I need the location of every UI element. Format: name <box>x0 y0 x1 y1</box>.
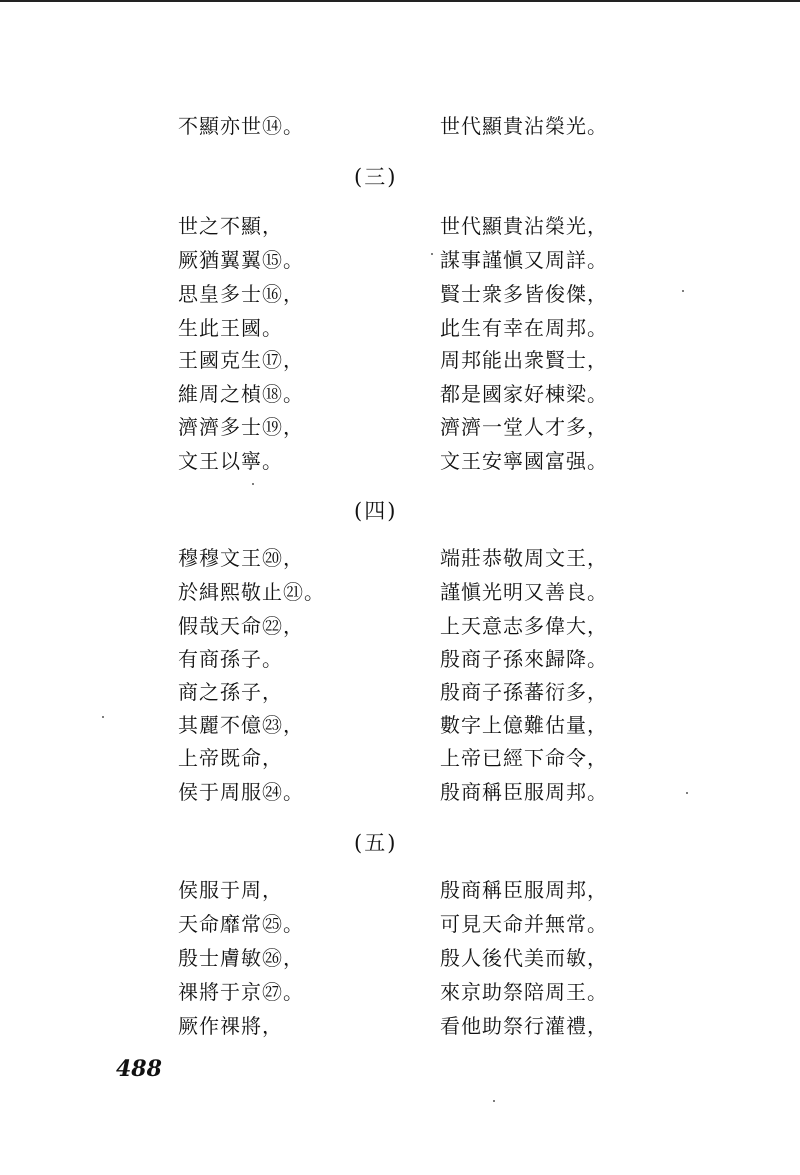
poem-line-original: 厥作祼將， <box>178 1014 283 1038</box>
poem-line-translation: 周邦能出衆賢士， <box>440 348 608 372</box>
poem-line-original: 濟濟多士⑲， <box>178 415 304 439</box>
poem-line-translation: 濟濟一堂人才多， <box>440 415 608 439</box>
poem-line-original: 厥猶翼翼⑮。 <box>178 248 304 272</box>
poem-line-translation: 賢士衆多皆俊傑， <box>440 282 608 306</box>
poem-line-translation: 都是國家好棟梁。 <box>440 382 608 406</box>
poem-line-translation: 端莊恭敬周文王， <box>440 546 608 570</box>
scan-speck <box>102 716 104 718</box>
poem-line-original: 其麗不億㉓， <box>178 713 304 737</box>
poem-line-translation: 世代顯貴沾榮光， <box>440 214 608 238</box>
poem-line-translation: 可見天命并無常。 <box>440 912 608 936</box>
poem-line-translation: 殷人後代美而敏， <box>440 946 608 970</box>
poem-line-original: 殷士膚敏㉖， <box>178 946 304 970</box>
poem-line-translation: 文王安寧國富强。 <box>440 449 608 473</box>
top-border <box>0 0 800 2</box>
section-heading-4: (四) <box>354 499 398 523</box>
scan-speck <box>493 1100 495 1102</box>
poem-line-original: 侯于周服㉔。 <box>178 780 304 804</box>
poem-line-translation: 殷商子孫蕃衍多， <box>440 680 608 704</box>
poem-line-original: 商之孫子， <box>178 680 283 704</box>
poem-line-translation: 謀事謹愼又周詳。 <box>440 248 608 272</box>
poem-line-original: 世之不顯， <box>178 214 283 238</box>
poem-line-original: 天命靡常㉕。 <box>178 912 304 936</box>
poem-line-original: 王國克生⑰， <box>178 348 304 372</box>
poem-line-translation: 數字上億難估量， <box>440 713 608 737</box>
poem-line-translation: 看他助祭行灌禮， <box>440 1014 608 1038</box>
scan-speck <box>431 253 433 255</box>
poem-line-original: 穆穆文王⑳， <box>178 546 304 570</box>
poem-line-original: 不顯亦世⑭。 <box>178 114 304 138</box>
poem-line-original: 文王以寧。 <box>178 449 283 473</box>
scan-speck <box>686 792 688 794</box>
poem-line-original: 祼將于京㉗。 <box>178 980 304 1004</box>
poem-line-translation: 殷商稱臣服周邦， <box>440 878 608 902</box>
poem-line-original: 於緝熙敬止㉑。 <box>178 580 325 604</box>
poem-line-original: 上帝既命， <box>178 746 283 770</box>
poem-line-original: 假哉天命㉒， <box>178 614 304 638</box>
poem-line-translation: 上帝已經下命令， <box>440 746 608 770</box>
poem-line-original: 侯服于周， <box>178 878 283 902</box>
poem-line-translation: 上天意志多偉大， <box>440 614 608 638</box>
scan-speck <box>682 290 684 292</box>
poem-line-translation: 殷商子孫來歸降。 <box>440 647 608 671</box>
poem-line-original: 有商孫子。 <box>178 647 283 671</box>
scan-speck <box>252 483 254 485</box>
poem-line-translation: 來京助祭陪周王。 <box>440 980 608 1004</box>
poem-line-translation: 世代顯貴沾榮光。 <box>440 114 608 138</box>
poem-line-translation: 謹愼光明又善良。 <box>440 580 608 604</box>
section-heading-3: (三) <box>354 165 398 189</box>
page-number: 488 <box>116 1056 162 1082</box>
poem-line-original: 思皇多士⑯， <box>178 282 304 306</box>
section-heading-5: (五) <box>354 831 398 855</box>
poem-line-translation: 此生有幸在周邦。 <box>440 316 608 340</box>
poem-line-translation: 殷商稱臣服周邦。 <box>440 780 608 804</box>
poem-line-original: 生此王國。 <box>178 316 283 340</box>
poem-line-original: 維周之楨⑱。 <box>178 382 304 406</box>
